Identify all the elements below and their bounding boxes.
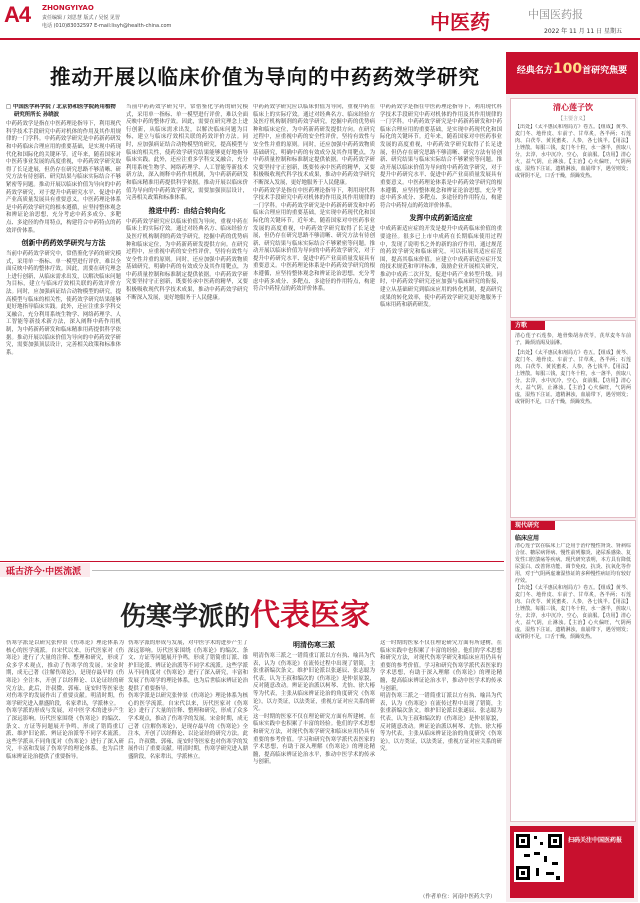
- article1-text-2b: 中药药效学研究应以临床价值为导向，重视中药在临床上的实际疗效。通过对经典名方、临床经验方及医疗机构制剂的药效学研究，挖掘中药的优势病种和临床定位，为中药新药研发提供方向。在研究过程中，应重视中药的安全性评价，坚持有效性与安全性并重的原则。同时，还应加强中药药效物质基础研究，明确中药的有效成分及其作用靶点，为中药质量控制和标准制定提供依据。中药药效学研究要坚持守正创新，既要传承中医药的精华，又要积极吸收现代科学技术成果，推动中药药效学研究不断深入发展，更好地服务于人民健康。: [126, 218, 248, 301]
- article2-text-2b: 伤寒学派是以研究张仲景《伤寒论》理论体系为核心的医学流派。自宋代以来，历代医家对《伤寒论》进行了大量的注释、整理和研究，形成了众多学术观点，推动了伤寒学的发展。宋金时期，成无己著《注解伤寒论》，是现存最早的《伤寒论》全注本，开创了以经释论、以论证经的研究方法。此后，许叔微、郭雍、庞安时等医家也对伤寒学的发展作出了重要贡献。明清时期，伤寒学研究进入鼎盛阶段，名家辈出，学派林立。: [128, 693, 248, 760]
- verse-box: [510, 320, 636, 518]
- article1-text-2: 当前中药药效学研究中，常借鉴化学药的研究模式，采用单一指标、单一模型进行评价，难以全面反映中药的整体疗效。因此，需要在研究理念上进行创新，从临床需求出发，以解决临床问题为目标，建立与临床疗效相关联的药效评价方法。同时，应加强病证结合动物模型的研究，提高模型与临床的相关性，使药效学研究结果能够更好地指导临床实践。此外，还应注重多学科交叉融合，充分利用系统生物学、网络药理学、人工智能等新技术新方法，深入阐释中药作用机制，为中药新药研发和临床精准用药提供科学依据。推动开展以临床价值为导向的中药药效学研究，需要加强顶层设计，完善相关政策和标准体系。: [126, 104, 248, 202]
- article2-text-1b: 伤寒学派的形成与发展，对中医学术的进步产生了深远影响。历代医家围绕《伤寒论》的编次、条文、方证等问题展开争鸣，形成了错简重订派、维护旧论派、辨证论治派等不同学术流派。这些学派从不同角度对《伤寒论》进行了深入研究，丰富和发展了伤寒学的理论体系，也为后世临床辨证论治提供了重要指导。: [6, 708, 124, 760]
- article2-text-2: 伤寒学派的形成与发展，对中医学术的进步产生了深远影响。历代医家围绕《伤寒论》的编次、条文、方证等问题展开争鸣，形成了错简重订派、维护旧论派、辨证论治派等不同学术流派。这些学派从不同角度对《伤寒论》进行了深入研究，丰富和发展了伤寒学的理论体系，也为后世临床辨证论治提供了重要指导。: [128, 640, 248, 692]
- section-name: 中医药: [430, 10, 490, 34]
- article2-text-3: 明清伤寒三派之一错简重订派以方有执、喻昌为代表，认为《伤寒论》在流传过程中出现了错简，主张重新编次条文。维护旧论派以张遂辰、张志聪为代表，认为王叔和编次的《伤寒论》是仲景原貌，反对随意改动。辨证论治派以柯琴、尤怡、徐大椿等为代表，主张从临床辨证论治的角度研究《伤寒论》，以方类证，以法类证，重视方证对应关系的研究。: [253, 653, 375, 713]
- article2-column-3: [253, 640, 375, 900]
- article1-text-3: 中药药效学研究应以临床价值为导向，重视中药在临床上的实际疗效。通过对经典名方、临床经验方及医疗机构制剂的药效学研究，挖掘中药的优势病种和临床定位，为中药新药研发提供方向。在研究过程中，应重视中药的安全性评价，坚持有效性与安全性并重的原则。同时，还应加强中药药效物质基础研究，明确中药的有效成分及其作用靶点，为中药质量控制和标准制定提供依据。中药药效学研究要坚持守正创新，既要传承中医药的精华，又要积极吸收现代科学技术成果，推动中药药效学研究不断深入发展，更好地服务于人民健康。: [253, 104, 375, 186]
- formula-box: [510, 98, 636, 318]
- paper-logo: 中国医药报: [528, 8, 583, 21]
- banner-rule-top: [0, 561, 504, 562]
- verse-extra: 【出处】《太平惠民和剂局方》卷五。【组成】黄芩、麦门冬、地骨皮、车前子、甘草炙，各半两；石莲肉、白茯苓、黄芪蜜炙、人参，各七钱半。【用法】上锉散。每服三钱，麦门冬十粒，水一盏半，煎取八分，去滓，水中沉冷，空心，食前服。【功用】清心火，益气阴，止淋浊。【主治】心火偏旺，气阴两虚，湿热下注证。遗精淋浊，血崩带下，遇劳则发；或肾阴不足，口舌干燥，烦躁发热。: [515, 350, 631, 405]
- article1-column-2: [126, 104, 248, 554]
- article2-title-prefix: 伤寒学派的: [120, 602, 251, 632]
- page-pinyin: ZHONGYIYAO: [42, 4, 94, 12]
- subheading-1: 创新中药药效学研究与方法: [21, 239, 106, 248]
- article2-title: [120, 590, 370, 634]
- subheading-2: 推进中药：由结合转向化: [148, 206, 226, 215]
- article1-text-1: 中药药效学是指在中医药理论指导下，利用现代科学技术手段研究中药对机体的作用及其作用规律的一门学科。中药药效学研究是中药新药研发和中药临床合理应用的重要基础，是实现中药现代化和国际化的关键环节。近年来，随着国家对中医药事业发展的高度重视，中药药效学研究取得了长足进展，但仍存在研究思路不够清晰、研究方法有待创新、研究结果与临床实际结合不够紧密等问题。推动开展以临床价值为导向的中药药效学研究，对于提升中药研究水平、促进中药产业高质量发展具有重要意义。中医药理论体系是中药药效学研究的根本遵循，应坚持整体观念和辨证论治思想，充分考虑中药多成分、多靶点、多途径的作用特点，构建符合中药特点的药效评价体系。: [6, 121, 121, 234]
- research-box: [510, 520, 636, 822]
- article2-text-4b: 明清伤寒三派之一错简重订派以方有执、喻昌为代表，认为《伤寒论》在流传过程中出现了错简，主张重新编次条文。维护旧论派以张遂辰、张志聪为代表，认为王叔和编次的《伤寒论》是仲景原貌，反对随意改动。辨证论治派以柯琴、尤怡、徐大椿等为代表，主张从临床辨证论治的角度研究《伤寒论》，以方类证，以法类证，重视方证对应关系的研究。: [380, 693, 502, 753]
- article2-column-2: [128, 640, 248, 900]
- article1-text-3b: 中药药效学是指在中医药理论指导下，利用现代科学技术手段研究中药对机体的作用及其作用规律的一门学科。中药药效学研究是中药新药研发和中药临床合理应用的重要基础，是实现中药现代化和国际化的关键环节。近年来，随着国家对中医药事业发展的高度重视，中药药效学研究取得了长足进展，但仍存在研究思路不够清晰、研究方法有待创新、研究结果与临床实际结合不够紧密等问题。推动开展以临床价值为导向的中药药效学研究，对于提升中药研究水平、促进中药产业高质量发展具有重要意义。中医药理论体系是中药药效学研究的根本遵循，应坚持整体观念和辨证论治思想，充分考虑中药多成分、多靶点、多途径的作用特点，构建符合中药特点的药效评价体系。: [253, 187, 375, 293]
- article2-text-1: 伤寒学派是以研究张仲景《伤寒论》理论体系为核心的医学流派。自宋代以来，历代医家对《伤寒论》进行了大量的注释、整理和研究，形成了众多学术观点，推动了伤寒学的发展。宋金时期，成无己著《注解伤寒论》，是现存最早的《伤寒论》全注本，开创了以经释论、以论证经的研究方法。此后，许叔微、郭雍、庞安时等医家也对伤寒学的发展作出了重要贡献。明清时期，伤寒学研究进入鼎盛阶段，名家辈出，学派林立。: [6, 640, 124, 707]
- research-text-1: 清心莲子饮在临床上广泛用于治疗慢性肾炎、肾病综合征、糖尿病肾病、慢性前列腺炎、泌尿系感染、复发性口腔溃疡等疾病。现代研究表明，本方具有降低尿蛋白、改善肾功能、调节免疫、抗炎、抗氧化等作用，对于气阴两虚兼湿热证的多种慢性病证均有较好疗效。: [515, 543, 631, 584]
- editor-line: 责任编辑 / 刘思慧 版式 / 吴悦 见習: [42, 15, 120, 21]
- article1-column-4: [380, 104, 502, 554]
- article1-column-1: [6, 104, 121, 554]
- research-text-2: 【出处】《太平惠民和剂局方》卷五。【组成】黄芩、麦门冬、地骨皮、车前子、甘草炙，各半两；石莲肉、白茯苓、黄芪蜜炙、人参，各七钱半。【用法】上锉散。每服三钱，麦门冬十粒，水一盏半，煎取八分，去滓，水中沉冷，空心，食前服。【功用】清心火，益气阴，止淋浊。【主治】心火偏旺，气阴两虚，湿热下注证。遗精淋浊，血崩带下，遇劳则发；或肾阴不足，口舌干燥，烦躁发热。: [515, 585, 631, 640]
- ad-box: [510, 826, 634, 898]
- formula-title: 清心莲子饮: [553, 103, 593, 112]
- verse-tag: 方歌: [511, 321, 545, 330]
- byline-2: 研究所所长 孙晓波: [14, 111, 60, 118]
- article2-column-1: [6, 640, 124, 900]
- contact-line: 电话 (010)83032597 E-mail:lisyh@health-china.com: [42, 23, 172, 29]
- sidebar-title-pre: 经典名方: [516, 66, 553, 76]
- banner-title: 砥古济今·中医流派: [6, 567, 82, 577]
- qr-code-icon: [514, 832, 564, 882]
- formula-text: 【出处】《太平惠民和剂局方》卷五。【组成】黄芩、麦门冬、地骨皮、车前子、甘草炙，各半两；石莲肉、白茯苓、黄芪蜜炙、人参，各七钱半。【用法】上锉散。每服三钱，麦门冬十粒，水一盏半，煎取八分，去滓，水中沉冷，空心，食前服。【功用】清心火，益气阴，止淋浊。【主治】心火偏旺，气阴两虚，湿热下注证。遗精淋浊，血崩带下，遇劳则发；或肾阴不足，口舌干燥，烦躁发热。: [515, 124, 631, 179]
- article2-title-highlight: 代表医家: [250, 598, 371, 633]
- issue-date: 2022 年 11 月 11 日 星期五: [544, 28, 622, 35]
- article2-subheading: 明清伤寒三派: [293, 641, 335, 649]
- research-tag: 现代研究: [511, 521, 555, 530]
- article2-author: （作者单位：河南中医药大学）: [420, 894, 496, 900]
- article2-text-4: 这一时期的医家不仅在理论研究方面有所建树，在临床实践中也积累了丰富的经验。他们的学术思想和研究方法，对现代伤寒学研究和临床应用仍具有重要的参考价值。学习和研究伤寒学派代表医家的学术思想，有助于深入理解《伤寒论》的理论精髓，提高临床辨证论治水平，推动中医学术的传承与创新。: [380, 640, 502, 692]
- sidebar-title: [506, 61, 638, 77]
- article2-column-4: [380, 640, 502, 892]
- research-text: [511, 543, 635, 813]
- article1-text-4: 中药药效学是指在中医药理论指导下，利用现代科学技术手段研究中药对机体的作用及其作用规律的一门学科。中药药效学研究是中药新药研发和中药临床合理应用的重要基础，是实现中药现代化和国际化的关键环节。近年来，随着国家对中医药事业发展的高度重视，中药药效学研究取得了长足进展，但仍存在研究思路不够清晰、研究方法有待创新、研究结果与临床实际结合不够紧密等问题。推动开展以临床价值为导向的中药药效学研究，对于提升中药研究水平、促进中药产业高质量发展具有重要意义。中医药理论体系是中药药效学研究的根本遵循，应坚持整体观念和辨证论治思想，充分考虑中药多成分、多靶点、多途径的作用特点，构建符合中药特点的药效评价体系。: [380, 104, 502, 209]
- banner-rule: [92, 570, 504, 571]
- verse-line: 清心莲子石莲参，地骨柴胡赤茯苓，芪草麦冬车前子，躁烦消渴及崩淋。: [515, 333, 631, 346]
- qr-code[interactable]: [514, 832, 564, 882]
- sidebar-title-post: 首研究焦要: [582, 66, 628, 76]
- sidebar-title-num: 100: [552, 61, 583, 77]
- article1-text-4b: 中成药新适应症的开发是提升中成药临床价值的重要途径。很多已上市中成药在长期临床使用过程中，发现了说明书之外的新的治疗作用，通过规范的药效学研究和临床研究，可以拓展其适应症范围，提高其临床价值。应建立中成药新适应症开发的技术规范和审评标准，鼓励企业开展相关研究，推动中成药二次开发，促进中药产业转型升级。同时，中药药效学研究还应加强与临床研究的衔接，建立从基础研究到临床应用的转化机制，提高研究成果的转化效率，使中药药效学研究更好地服务于临床用药和新药研发。: [380, 226, 502, 309]
- header-rule: [0, 38, 640, 40]
- research-head: 临床应用: [515, 535, 540, 542]
- headline: 推动开展以临床价值为导向的中药药效学研究: [50, 65, 480, 89]
- byline-1: □ 中国医学科学院 / 北京协和医学院药用植物: [6, 104, 116, 110]
- ad-text: 扫码关注中国医药报: [568, 837, 623, 844]
- article1-text-1b: 当前中药药效学研究中，常借鉴化学药的研究模式，采用单一指标、单一模型进行评价，难以全面反映中药的整体疗效。因此，需要在研究理念上进行创新，从临床需求出发，以解决临床问题为目标，建立与临床疗效相关联的药效评价方法。同时，应加强病证结合动物模型的研究，提高模型与临床的相关性，使药效学研究结果能够更好地指导临床实践。此外，还应注重多学科交叉融合，充分利用系统生物学、网络药理学、人工智能等新技术新方法，深入阐释中药作用机制，为中药新药研发和临床精准用药提供科学依据。推动开展以临床价值为导向的中药药效学研究，需要加强顶层设计，完善相关政策和标准体系。: [6, 251, 121, 356]
- article2-text-3b: 这一时期的医家不仅在理论研究方面有所建树，在临床实践中也积累了丰富的经验。他们的学术思想和研究方法，对现代伤寒学研究和临床应用仍具有重要的参考价值。学习和研究伤寒学派代表医家的学术思想，有助于深入理解《伤寒论》的理论精髓，提高临床辨证论治水平，推动中医学术的传承与创新。: [253, 713, 375, 766]
- verse-text: [511, 330, 635, 516]
- formula-source: 【主要含义】: [557, 116, 588, 122]
- article1-column-3: [253, 104, 375, 554]
- page-number: A4: [4, 2, 31, 27]
- subheading-3: 发挥中成药新适应症: [409, 214, 473, 223]
